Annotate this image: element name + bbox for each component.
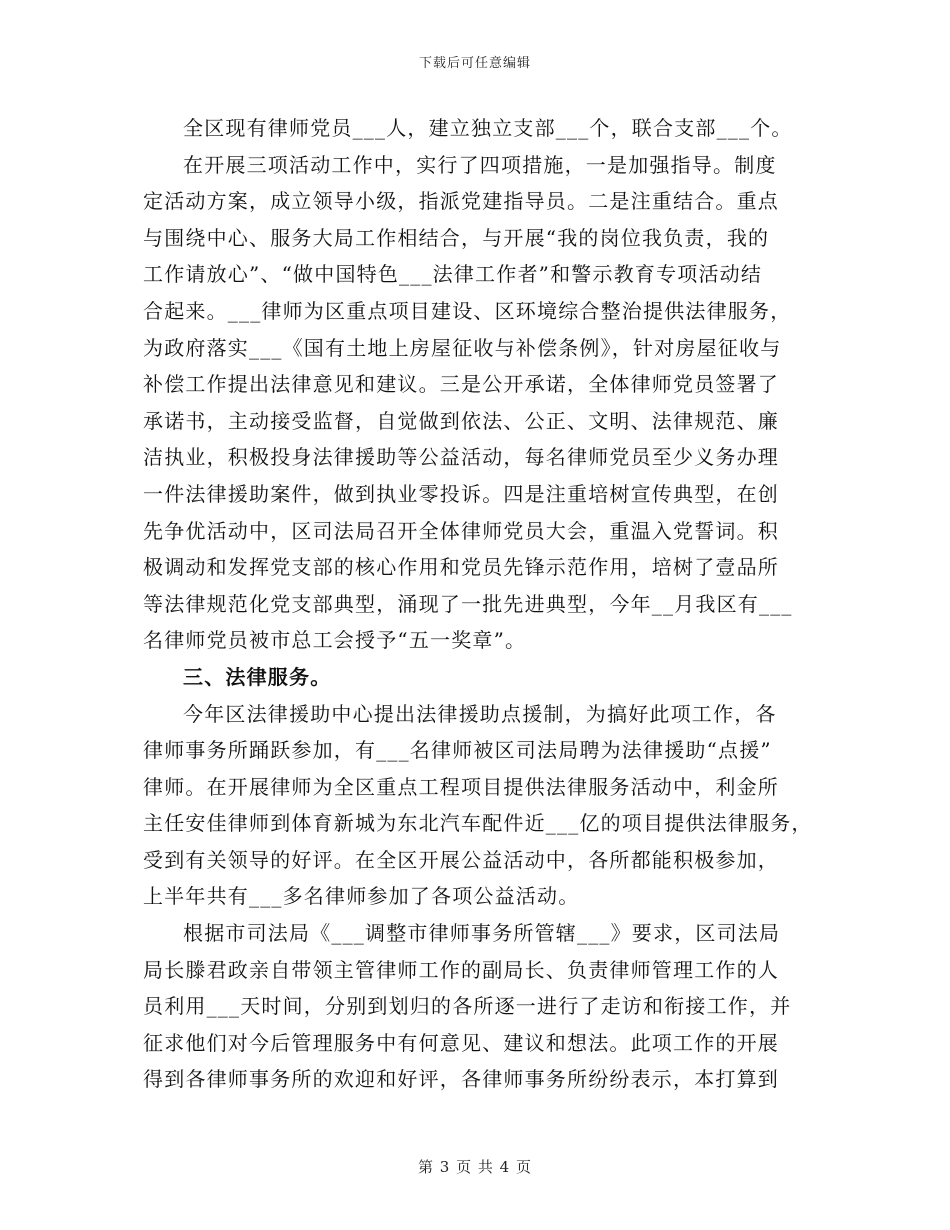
body-line: 律师。在开展律师为全区重点工程项目提供法律服务活动中，利金所 xyxy=(143,774,779,799)
body-line: 与围绕中心、服务大局工作相结合，与开展“我的岗位我负责，我的 xyxy=(143,225,770,250)
body-line: 受到有关领导的好评。在全区开展公益活动中，各所都能积极参加， xyxy=(143,847,779,872)
body-line: 根据市司法局《___调整市律师事务所管辖___》要求，区司法局 xyxy=(183,921,781,946)
body-line: 征求他们对今后管理服务中有何意见、建议和想法。此项工作的开展 xyxy=(143,1030,779,1055)
body-line: 承诺书，主动接受监督，自觉做到依法、公正、文明、法律规范、廉 xyxy=(143,408,779,433)
document-body xyxy=(143,110,811,1098)
body-line: 员利用___天时间，分别到划归的各所逐一进行了走访和衔接工作，并 xyxy=(143,994,792,1019)
body-line: 今年区法律援助中心提出法律援助点援制，为搞好此项工作，各 xyxy=(183,701,777,726)
body-line: 先争优活动中，区司法局召开全体律师党员大会，重温入党誓词。积 xyxy=(143,518,779,543)
section-heading: 三、法律服务。 xyxy=(183,664,332,689)
body-line: 名律师党员被市总工会授予“五一奖章”。 xyxy=(143,628,527,653)
body-line: 一件法律援助案件，做到执业零投诉。四是注重培树宣传典型，在创 xyxy=(143,481,779,506)
body-line: 等法律规范化党支部典型，涌现了一批先进典型，今年__月我区有___ xyxy=(143,591,793,616)
body-line: 为政府落实___《国有土地上房屋征收与补偿条例》，针对房屋征收与 xyxy=(143,335,782,360)
body-line: 得到各律师事务所的欢迎和好评，各律师事务所纷纷表示，本打算到 xyxy=(143,1067,779,1092)
body-line: 律师事务所踊跃参加，有___名律师被区司法局聘为法律援助“点援” xyxy=(143,738,772,763)
body-line: 工作请放心”、“做中国特色___法律工作者”和警示教育专项活动结 xyxy=(143,262,763,287)
page-header-note: 下载后可任意编辑 xyxy=(418,56,531,71)
body-line: 全区现有律师党员___人，建立独立支部___个，联合支部___个。 xyxy=(183,116,793,140)
body-line: 极调动和发挥党支部的核心作用和党员先锋示范作用，培树了壹品所 xyxy=(143,555,779,580)
body-line: 合起来。___律师为区重点项目建设、区环境综合整治提供法律服务， xyxy=(143,298,792,323)
body-line: 补偿工作提出法律意见和建议。三是公开承诺，全体律师党员签署了 xyxy=(143,372,779,397)
body-line: 在开展三项活动工作中，实行了四项措施，一是加强指导。制度 xyxy=(183,152,777,177)
body-line: 洁执业，积极投身法律援助等公益活动，每名律师党员至少义务办理 xyxy=(143,445,779,470)
body-line: 定活动方案，成立领导小级，指派党建指导员。二是注重结合。重点 xyxy=(143,189,779,214)
body-line: 局长滕君政亲自带领主管律师工作的副局长、负责律师管理工作的人 xyxy=(143,957,779,982)
body-line: 主任安佳律师到体育新城为东北汽车配件近___亿的项目提供法律服务， xyxy=(143,811,813,836)
page-footer: 第 3 页 共 4 页 xyxy=(418,1158,532,1176)
body-line: 上半年共有___多名律师参加了各项公益活动。 xyxy=(143,884,580,909)
